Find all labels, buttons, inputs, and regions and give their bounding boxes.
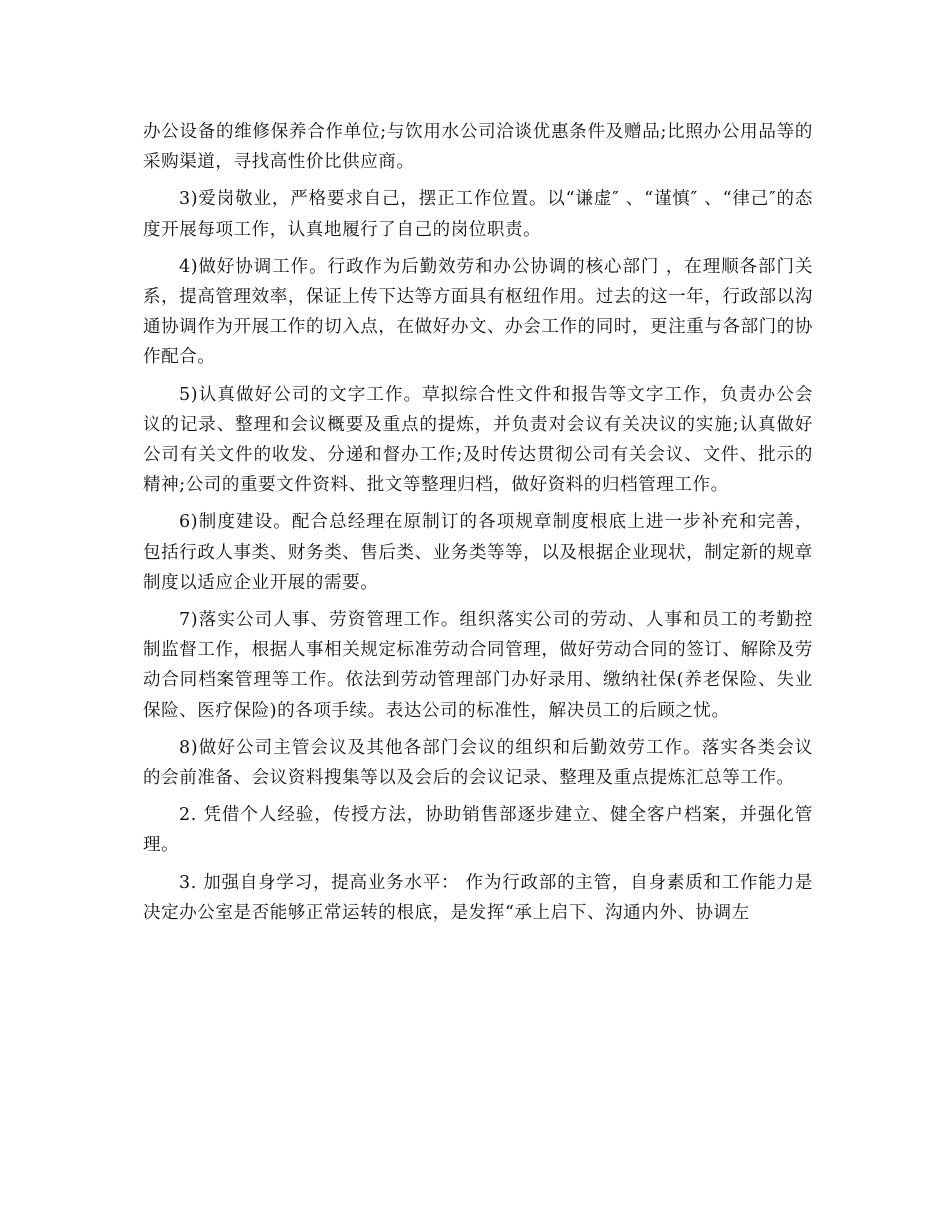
paragraph-item-3: 3)爱岗敬业，严格要求自己，摆正工作位置。以“谦虚″ 、“谨慎″ 、“律己″的态度开展每项工作，认真地履行了自己的岗位职责。 — [143, 189, 813, 240]
paragraph-item-6: 6)制度建设。配合总经理在原制订的各项规章制度根底上进一步补充和完善，包括行政人事类、财务类、售后类、业务类等等，以及根据企业现状，制定新的规章制度以适应企业开展的需要。 — [143, 512, 813, 593]
paragraph-item-4: 4)做好协调工作。行政作为后勤效劳和办公协调的核心部门 ，在理顺各部门关系，提高管理效率，保证上传下达等方面具有枢纽作用。过去的这一年，行政部以沟通协调作为开展工作的切入点，在做好办文、办会工作的同时，更注重与各部门的协作配合。 — [143, 256, 813, 368]
paragraph-item-5: 5)认真做好公司的文字工作。草拟综合性文件和报告等文字工作，负责办公会议的记录、整理和会议概要及重点的提炼，并负责对会议有关决议的实施;认真做好公司有关文件的收发、分递和督办工作;及时传达贯彻公司有关会议、文件、批示的精神;公司的重要文件资料、批文等整理归档，做好资料的归档管理工作。 — [143, 384, 813, 496]
paragraph-section-2: 2. 凭借个人经验，传授方法，协助销售部逐步建立、健全客户档案，并强化管理。 — [143, 805, 813, 856]
paragraph-item-7: 7)落实公司人事、劳资管理工作。组织落实公司的劳动、人事和员工的考勤控制监督工作，根据人事相关规定标准劳动合同管理，做好劳动合同的签订、解除及劳动合同档案管理等工作。依法到劳动管理部门办好录用、缴纳社保(养老保险、失业保险、医疗保险)的各项手续。表达公司的标准性，解决员工的后顾之忧。 — [143, 610, 813, 721]
document-body — [143, 117, 813, 935]
paragraph-item-8: 8)做好公司主管会议及其他各部门会议的组织和后勤效劳工作。落实各类会议的会前准备、会议资料搜集等以及会后的会议记录、整理及重点提炼汇总等工作。 — [143, 737, 813, 789]
paragraph-section-3: 3. 加强自身学习，提高业务水平： 作为行政部的主管，自身素质和工作能力是决定办公室是否能够正常运转的根底，是发挥“承上启下、沟通内外、协调左 — [143, 872, 813, 923]
paragraph-continuation: 办公设备的维修保养合作单位;与饮用水公司洽谈优惠条件及赠品;比照办公用品等的采购渠道，寻找高性价比供应商。 — [143, 122, 813, 173]
